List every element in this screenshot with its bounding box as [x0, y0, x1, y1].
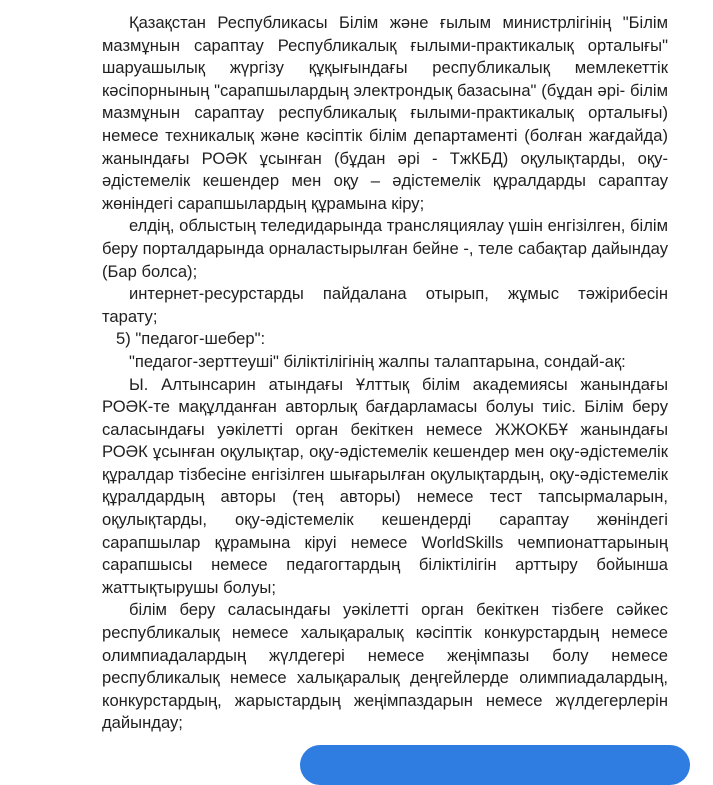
paragraph-1: Қазақстан Республикасы Білім және ғылым министрлігінің "Білім мазмұнын сараптау Республикалық ғылыми-практикалық орталығы" шаруашылық жүргізу құқығындағы республикалық мемлекеттік кәсіпорнының "сарапшылардың электрондық базасына" (бұдан әрі- білім мазмұнын сараптау республикалық ғылыми-практикалық орталығы) немесе техникалық және кәсіптік білім департаменті (болған жағдайда) жанындағы РОӘК ұсынған (бұдан әрі - ТжКБД) оқулықтарды, оқу-әдістемелік кешендер мен оқу – әдістемелік құралдарды сараптау жөніндегі сарапшылардың құрамына кіру; [102, 13, 668, 213]
paragraph-4: Ы. Алтынсарин атындағы Ұлттық білім академиясы жанындағы РОӘК-те мақұлданған авторлық бағдарламасы болуы тиіс. Білім беру саласындағы уәкілетті орган бекіткен немесе ЖЖОКБҰ жанындағы РОӘК ұсынған оқулықтар, оқу-әдістемелік кешендер мен оқу-әдістемелік құралдар тізбесіне енгізілген шығарылған оқулықтардың, оқу-әдістемелік құралдардың авторы (тең авторы) немесе тест тапсырмаларын, оқулықтарды, оқу-әдістемелік кешендерді сараптау жөніндегі сарапшылар құрамына кіруі немесе WorldSkills чемпионаттарының сарапшысы немесе педагогтардың біліктілігін арттыру бойынша жаттықтырушы болуы; [102, 374, 668, 597]
bottom-action-button[interactable] [300, 745, 690, 785]
paragraph-5: білім беру саласындағы уәкілетті орган бекіткен тізбеге сәйкес республикалық немесе халықаралық кәсіптік конкурстардың немесе олимпиадалардың жүлдегері немесе жеңімпазы болу немесе республикалық немесе халықаралық деңгейлерде олимпиадалардың, конкурстардың, жарыстардың жеңімпаздарын немесе жүлдегерлерін дайындау; [102, 600, 668, 733]
paragraph-2: елдің, облыстың теледидарында трансляциялау үшін енгізілген, білім беру порталдарында орналастырылған бейне -, теле сабақтар дайындау (Бар болса); [102, 216, 668, 281]
document-text [102, 12, 668, 735]
list-heading-5: 5) "педагог-шебер": [116, 329, 266, 349]
paragraph-requirements: "педагог-зерттеуші" біліктілігінің жалпы талаптарына, сондай-ақ: [129, 351, 626, 371]
paragraph-3: интернет-ресурстарды пайдалана отырып, жұмыс тәжірибесін тарату; [102, 284, 668, 326]
